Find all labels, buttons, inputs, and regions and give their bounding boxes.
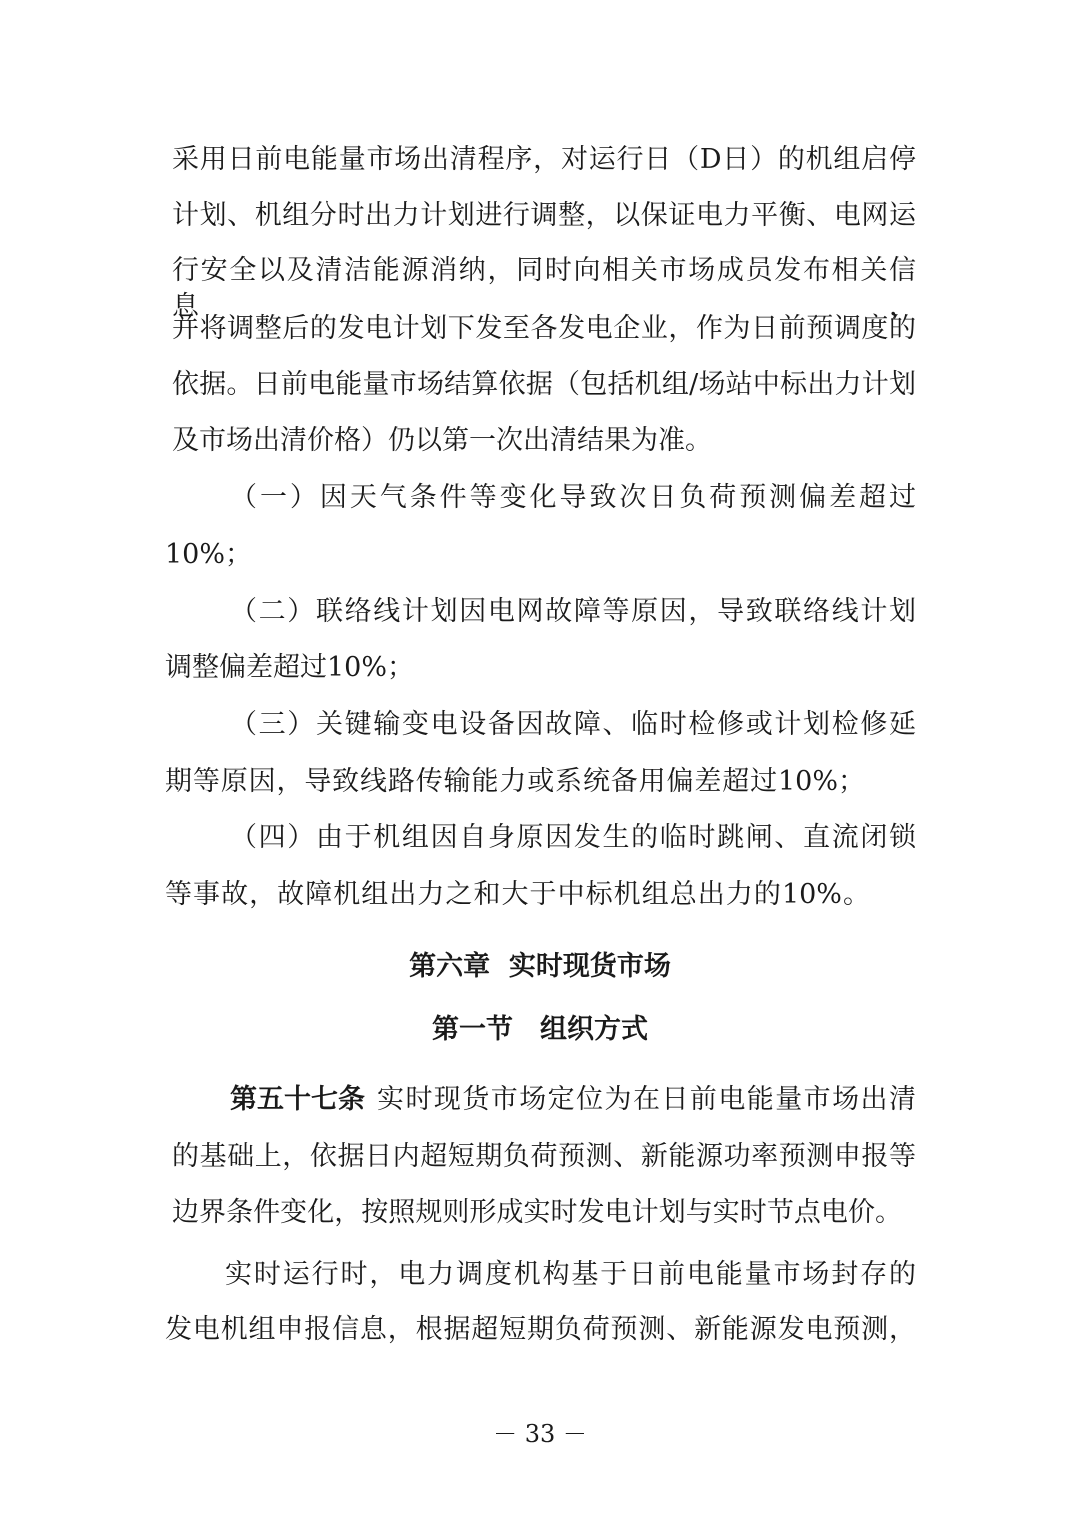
article-text: 实时现货市场定位为在日前电能量市场出清 [377,1084,916,1115]
condition-3: （三）关键输变电设备因故障、临时检修或计划检修延 [230,709,916,740]
text-line: 的基础上，依据日内超短期负荷预测、新能源功率预测申报等 [172,1141,916,1172]
section-title: 第一节 组织方式 [432,1014,648,1045]
text-line: 实时运行时，电力调度机构基于日前电能量市场封存的 [225,1259,916,1290]
text-line: 及市场出清价格）仍以第一次出清结果为准。 [172,425,712,456]
condition-4-cont: 等事故，故障机组出力之和大于中标机组总出力的10%。 [165,879,870,910]
article-57-first-line [230,1082,916,1118]
condition-3-cont: 期等原因，导致线路传输能力或系统备用偏差超过10%； [165,766,865,797]
condition-4: （四）由于机组因自身原因发生的临时跳闸、直流闭锁 [230,822,916,853]
condition-2-cont: 调整偏差超过10%； [165,652,415,683]
condition-1-cont: 10%； [165,539,253,570]
article-label: 第五十七条 [230,1084,365,1115]
text-line: 依据。日前电能量市场结算依据（包括机组/场站中标出力计划 [172,369,916,400]
text-line: 边界条件变化，按照规则形成实时发电计划与实时节点电价。 [172,1197,902,1228]
condition-2: （二）联络线计划因电网故障等原因，导致联络线计划 [230,596,916,627]
text-line: 采用日前电能量市场出清程序，对运行日（D日）的机组启停 [172,144,916,175]
text-line: 并将调整后的发电计划下发至各发电企业，作为日前预调度的 [172,313,916,344]
text-line: 行安全以及清洁能源消纳，同时向相关市场成员发布相关信息， [172,255,916,322]
page-number: － 33 － [493,1420,587,1448]
chapter-title: 第六章 实时现货市场 [409,951,671,982]
text-line: 发电机组申报信息，根据超短期负荷预测、新能源发电预测， [165,1314,916,1345]
text-line: 计划、机组分时出力计划进行调整，以保证电力平衡、电网运 [172,200,916,231]
condition-1: （一）因天气条件等变化导致次日负荷预测偏差超过 [230,482,916,513]
